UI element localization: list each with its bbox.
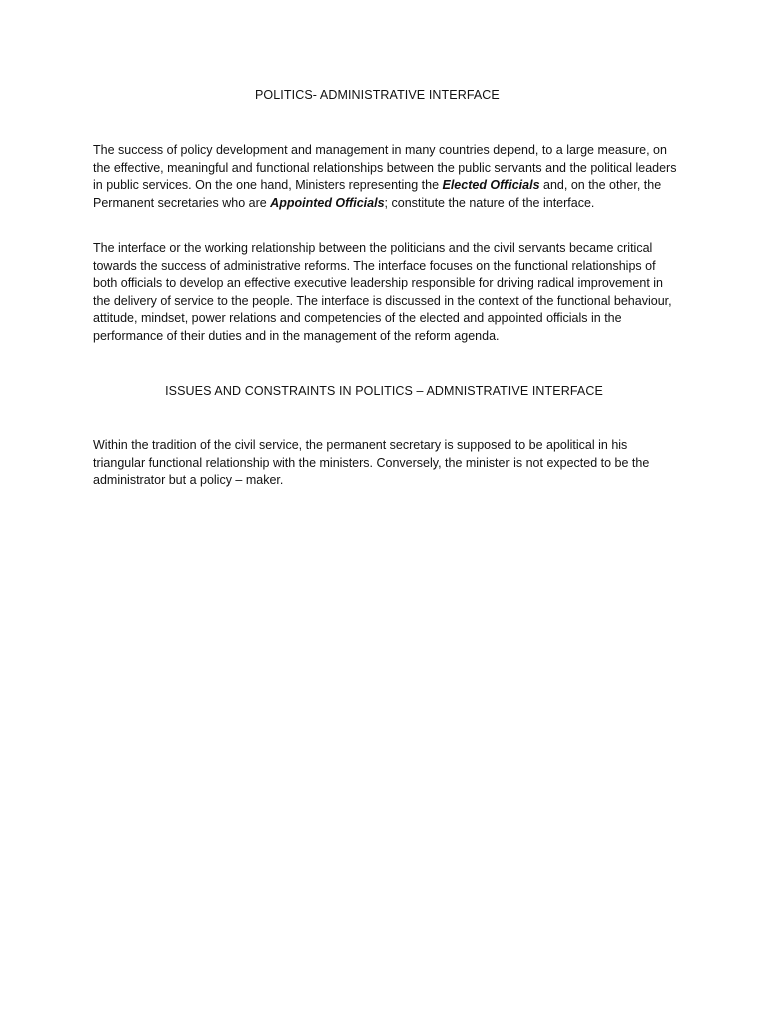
document-title: POLITICS- ADMINISTRATIVE INTERFACE <box>255 88 500 102</box>
paragraph-intro-text-2: and, on the other, the Permanent secretaries who are <box>93 178 662 210</box>
elected-officials-emphasis: Elected Officials <box>442 178 540 192</box>
paragraph-intro <box>93 142 677 212</box>
paragraph-tradition: Within the tradition of the civil service, the permanent secretary is supposed to be apolitical in his triangular functional relationship with the ministers. Conversely, the minister is not expected to be the administrator but a policy – maker. <box>93 438 650 487</box>
paragraph-interface: The interface or the working relationship between the politicians and the civil servants became critical towards the success of administrative reforms. The interface focuses on the functional relationships of both officials to develop an effective executive leadership responsible for driving radical improvement in the delivery of service to the people. The interface is discussed in the context of the functional behaviour, attitude, mindset, power relations and competencies of the elected and appointed officials in the performance of their duties and in the management of the reform agenda. <box>93 241 672 343</box>
paragraph-intro-text-1: The success of policy development and management in many countries depend, to a large measure, on the effective, meaningful and functional relationships between the public servants and the political leaders in public services. On the one hand, Ministers representing the <box>93 143 677 192</box>
paragraph-intro-text-3: ; constitute the nature of the interface. <box>384 195 595 210</box>
section-heading: ISSUES AND CONSTRAINTS IN POLITICS – ADMNISTRATIVE INTERFACE <box>165 384 603 398</box>
appointed-officials-emphasis: Appointed Officials <box>270 195 385 210</box>
